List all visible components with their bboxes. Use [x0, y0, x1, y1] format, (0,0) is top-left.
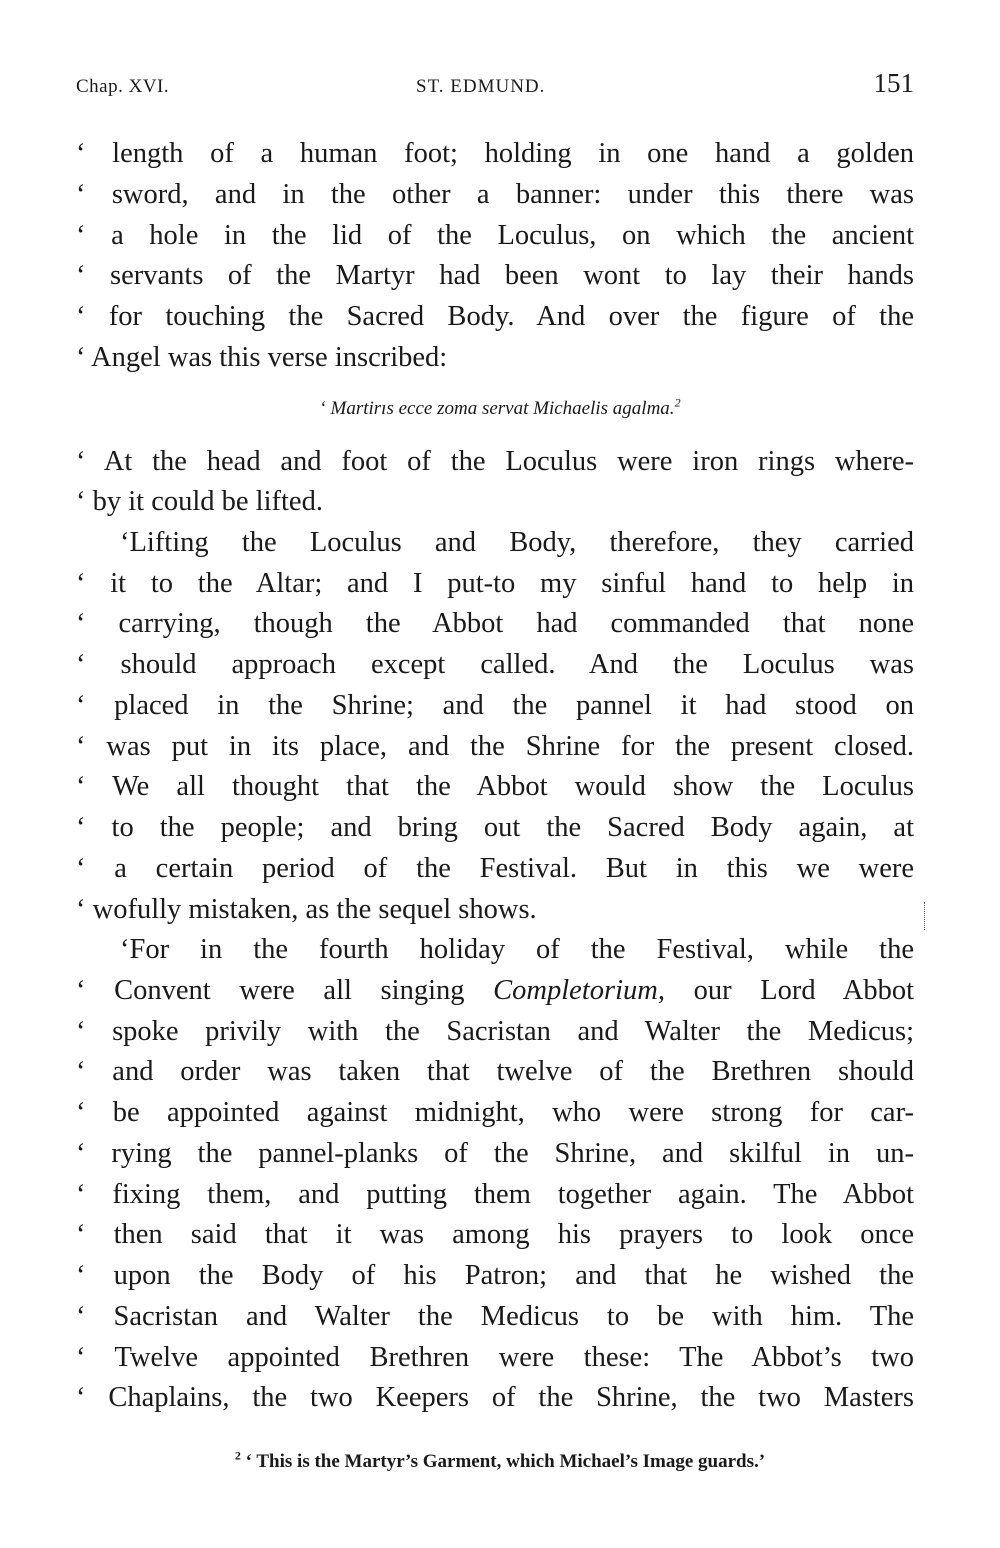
text-line: ‘ wofully mistaken, as the sequel shows. [76, 894, 537, 925]
inscribed-verse [0, 397, 1000, 421]
text-line: ‘ to the people; and bring out the Sacred Body again, at [76, 812, 914, 843]
text-line: ‘ be appointed against midnight, who were strong for car- [76, 1097, 914, 1128]
verse-text: ‘ Martirıs ecce zoma servat Michaelis agalma. [319, 398, 675, 419]
running-header [76, 68, 914, 108]
text-line: ‘ upon the Body of his Patron; and that he wished the [76, 1260, 914, 1291]
text-segment: our Lord Abbot [664, 975, 914, 1006]
text-line: ‘For in the fourth holiday of the Festival, while the [120, 934, 914, 965]
text-line: ‘ fixing them, and putting them together again. The Abbot [76, 1179, 914, 1210]
text-line: ‘ length of a human foot; holding in one hand a golden [76, 138, 914, 169]
text-line: ‘ At the head and foot of the Loculus were iron rings where- [76, 446, 914, 477]
text-line: ‘ servants of the Martyr had been wont to lay their hands [76, 260, 914, 291]
text-line: ‘ Sacristan and Walter the Medicus to be with him. The [76, 1301, 914, 1332]
text-line [76, 971, 914, 1011]
text-line: ‘ by it could be lifted. [76, 486, 323, 517]
text-line: ‘ Angel was this verse inscribed: [76, 342, 448, 373]
text-line: ‘ placed in the Shrine; and the pannel it had stood on [76, 690, 914, 721]
text-line: ‘ spoke privily with the Sacristan and Walter the Medicus; [76, 1016, 914, 1047]
footnote-reference: 2 [674, 395, 681, 410]
running-title: ST. EDMUND. [416, 76, 546, 97]
italic-term: Completorium, [493, 975, 665, 1006]
text-line: ‘ sword, and in the other a banner: under this there was [76, 179, 914, 210]
text-line: ‘ rying the pannel-planks of the Shrine, and skilful in un- [76, 1138, 914, 1169]
footnote-number: 2 [234, 1448, 241, 1463]
text-line: ‘ should approach except called. And the Loculus was [76, 649, 914, 680]
text-line: ‘ and order was taken that twelve of the Brethren should [76, 1056, 914, 1087]
margin-mark [924, 902, 928, 930]
text-line: ‘ was put in its place, and the Shrine for the present closed. [76, 731, 914, 762]
text-line: ‘ a hole in the lid of the Loculus, on which the ancient [76, 220, 914, 251]
text-line: ‘Lifting the Loculus and Body, therefore, they carried [120, 527, 914, 558]
text-segment: ‘ Convent were all singing [76, 975, 494, 1006]
text-line: ‘ then said that it was among his prayers to look once [76, 1219, 914, 1250]
text-line: ‘ a certain period of the Festival. But in this we were [76, 853, 914, 884]
text-line: ‘ We all thought that the Abbot would show the Loculus [76, 771, 914, 802]
text-line: ‘ carrying, though the Abbot had commanded that none [76, 608, 914, 639]
text-line: ‘ for touching the Sacred Body. And over the figure of the [76, 301, 914, 332]
footnote-text: ‘ This is the Martyr’s Garment, which Michael’s Image guards.’ [240, 1451, 766, 1472]
text-line: ‘ it to the Altar; and I put-to my sinful hand to help in [76, 568, 914, 599]
page-number: 151 [873, 68, 914, 98]
text-line: ‘ Chaplains, the two Keepers of the Shrine, the two Masters [76, 1382, 914, 1413]
footnote [0, 1450, 1000, 1474]
text-line: ‘ Twelve appointed Brethren were these: The Abbot’s two [76, 1342, 914, 1373]
chapter-label: Chap. XVI. [76, 76, 170, 97]
